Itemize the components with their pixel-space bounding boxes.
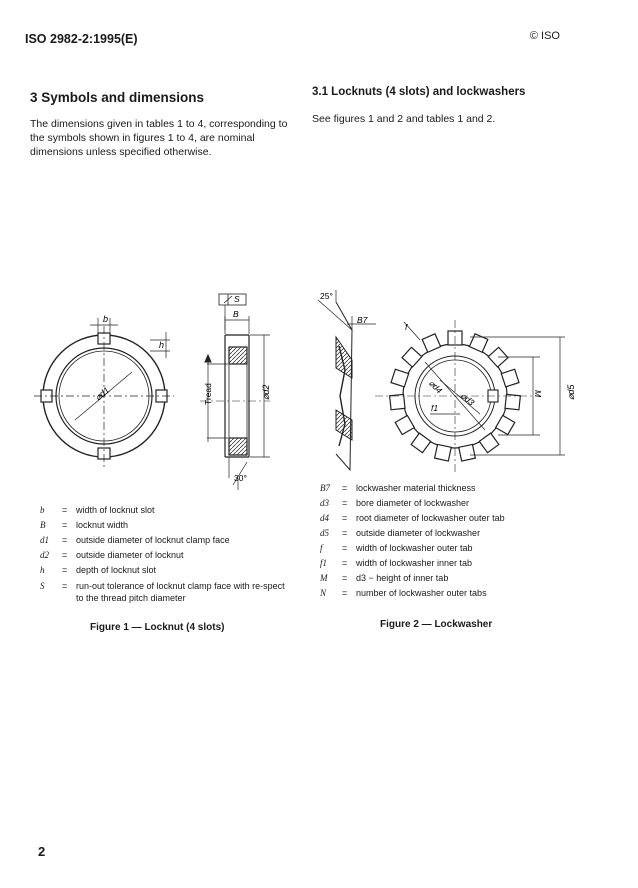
legend-symbol: B7: [320, 483, 330, 493]
legend-row: M = d3 − height of inner tab: [320, 571, 550, 586]
legend-row: h = depth of locknut slot: [40, 563, 290, 578]
section-3-heading: 3 Symbols and dimensions: [30, 90, 205, 105]
legend-symbol: h: [40, 565, 45, 575]
legend-definition: width of lockwasher inner tab: [356, 558, 473, 568]
legend-definition: outside diameter of lockwasher: [356, 528, 481, 538]
figure-1-caption: Figure 1 — Locknut (4 slots): [90, 622, 225, 633]
label-25deg: 25°: [320, 291, 333, 301]
label-d1: ⌀d1: [93, 384, 112, 403]
label-d4: ⌀d4: [426, 378, 445, 396]
legend-symbol: S: [40, 581, 45, 591]
legend-row: d2 = outside diameter of locknut: [40, 548, 290, 563]
legend-row: f = width of lockwasher outer tab: [320, 541, 550, 556]
label-d2: ⌀d2: [261, 384, 271, 400]
legend-definition: lockwasher material thickness: [356, 483, 476, 493]
legend-symbol: f1: [320, 558, 328, 568]
label-M: M: [533, 390, 543, 398]
figure-1-legend: [40, 503, 290, 604]
label-B: B: [233, 309, 239, 319]
figure-2-legend: [320, 481, 550, 601]
legend-symbol: d3: [320, 498, 329, 508]
legend-definition: width of locknut slot: [76, 505, 155, 515]
legend-definition: d3 − height of inner tab: [356, 573, 449, 583]
label-h: h: [159, 340, 165, 350]
legend-symbol: d4: [320, 513, 329, 523]
label-d5: ⌀d5: [566, 384, 576, 400]
legend-definition: locknut width: [76, 520, 129, 530]
legend-definition: bore diameter of lockwasher: [356, 498, 470, 508]
legend-row: d3 = bore diameter of lockwasher: [320, 496, 550, 511]
label-thread: Tread: [203, 383, 213, 405]
legend-symbol: b: [40, 505, 45, 515]
legend-symbol: B: [40, 520, 46, 530]
legend-symbol: d2: [40, 550, 49, 560]
legend-row: f1 = width of lockwasher inner tab: [320, 556, 550, 571]
legend-symbol: d1: [40, 535, 49, 545]
legend-definition: width of lockwasher outer tab: [356, 543, 473, 553]
label-30deg: 30°: [234, 473, 247, 483]
legend-definition: outside diameter of locknut: [76, 550, 184, 560]
legend-symbol: f: [320, 543, 323, 553]
legend-row: B = locknut width: [40, 518, 290, 533]
label-d3: ⌀d3: [458, 390, 477, 408]
legend-symbol: N: [320, 588, 327, 598]
legend-definition: run-out tolerance of locknut clamp face with re-spect to the thread pitch diameter: [76, 581, 285, 603]
legend-row: d1 = outside diameter of locknut clamp face: [40, 533, 290, 548]
legend-row: N = number of lockwasher outer tabs: [320, 586, 550, 601]
label-B7: B7: [357, 315, 368, 325]
label-b: b: [103, 314, 109, 324]
label-f1: f1: [431, 403, 439, 413]
section-3-1-text: See figures 1 and 2 and tables 1 and 2.: [312, 113, 496, 125]
copyright: © ISO: [529, 30, 560, 42]
legend-definition: number of lockwasher outer tabs: [356, 588, 487, 598]
legend-symbol: d5: [320, 528, 329, 538]
legend-row: B7 = lockwasher material thickness: [320, 481, 550, 496]
page-number: 2: [38, 844, 46, 859]
legend-row: d4 = root diameter of lockwasher outer tab: [320, 511, 550, 526]
section-3-text: The dimensions given in tables 1 to 4, corresponding to the symbols shown in figures 1 to 4, are nominal dimensions unless specified otherwise.: [30, 118, 288, 158]
label-f: f: [405, 322, 408, 332]
legend-definition: root diameter of lockwasher outer tab: [356, 513, 505, 523]
legend-row: b = width of locknut slot: [40, 503, 290, 518]
figure-2-caption: Figure 2 — Lockwasher: [380, 619, 493, 630]
legend-row: d5 = outside diameter of lockwasher: [320, 526, 550, 541]
standard-number: ISO 2982-2:1995(E): [25, 32, 138, 46]
legend-definition: outside diameter of locknut clamp face: [76, 535, 230, 545]
legend-definition: depth of locknut slot: [76, 565, 157, 575]
legend-row: S = run-out tolerance of locknut clamp face with re-spect to the thread pitch diameter: [40, 580, 290, 604]
label-s: S: [234, 294, 240, 304]
section-3-1-heading: 3.1 Locknuts (4 slots) and lockwashers: [312, 86, 526, 98]
legend-symbol: M: [320, 573, 328, 583]
